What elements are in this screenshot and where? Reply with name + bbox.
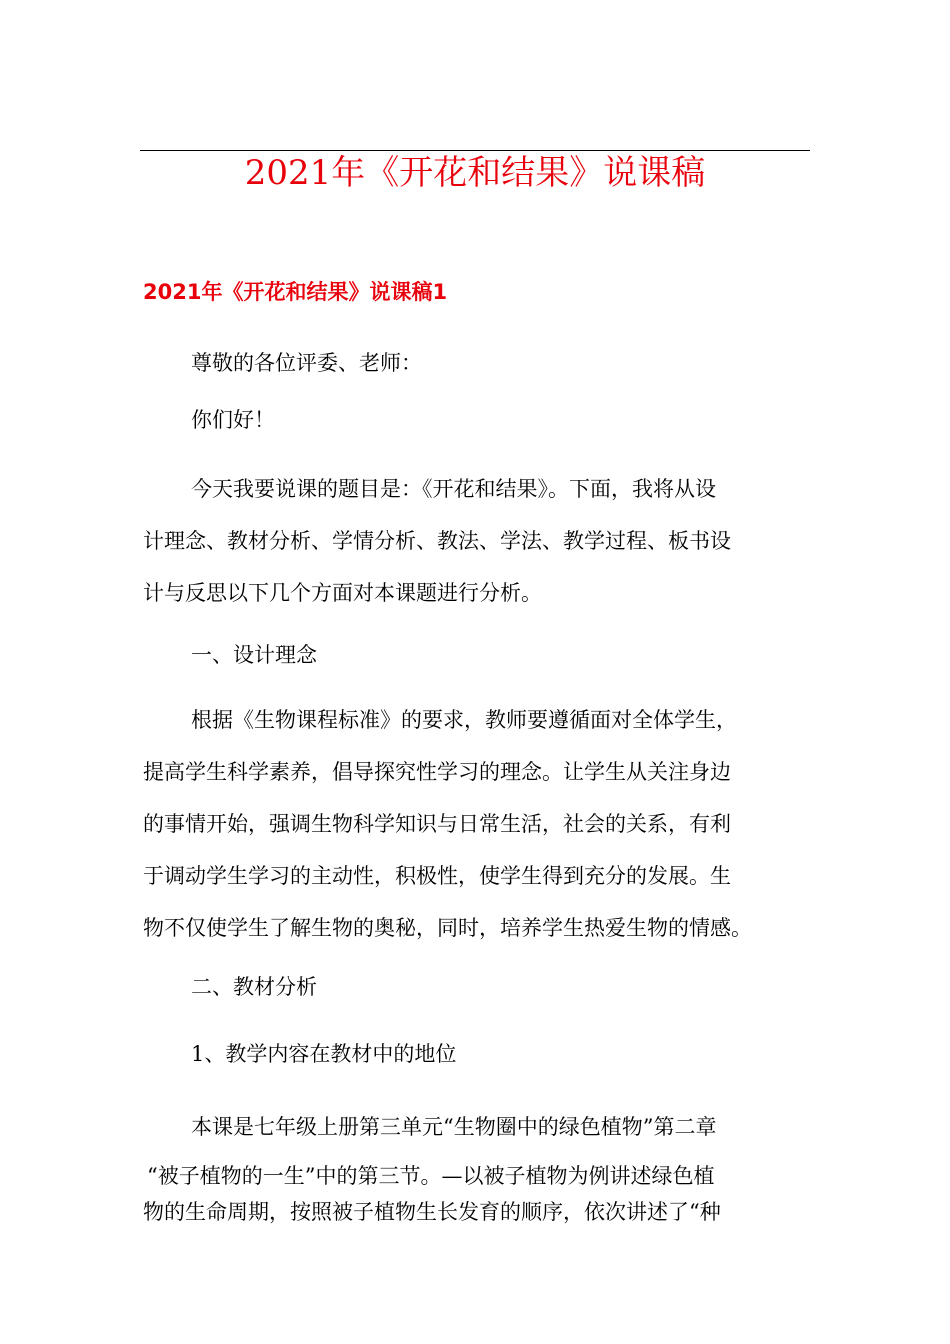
heading-material-analysis <box>143 961 813 1013</box>
intro-line: 今天我要说课的题目是：《开花和结果》。下面，我将从设 <box>191 477 716 501</box>
concept-paragraph <box>143 694 813 954</box>
intro-line: 计理念、教材分析、学情分析、教法、学法、教学过程、板书设 <box>143 529 731 553</box>
concept-line: 物不仅使学生了解生物的奥秘，同时，培养学生热爱生物的情感。 <box>143 916 752 940</box>
material-paragraph-continued <box>143 1158 813 1230</box>
material-line: 物的生命周期，按照被子植物生长发育的顺序，依次讲述了“种 <box>143 1200 721 1224</box>
concept-line: 于调动学生学习的主动性，积极性，使学生得到充分的发展。生 <box>143 864 731 888</box>
greeting-paragraph <box>143 337 813 389</box>
material-line: 本课是七年级上册第三单元“生物圈中的绿色植物”第二章 <box>191 1115 717 1139</box>
heading-design-concept <box>143 629 813 681</box>
heading-material-position <box>143 1028 813 1080</box>
concept-line: 的事情开始，强调生物科学知识与日常生活，社会的关系，有利 <box>143 812 731 836</box>
greeting-text: 尊敬的各位评委、老师： <box>191 351 422 375</box>
intro-paragraph <box>143 463 813 619</box>
material-line: “被子植物的一生”中的第三节。—以被子植物为例讲述绿色植 <box>147 1164 715 1188</box>
heading-material-analysis-text: 二、教材分析 <box>191 975 317 999</box>
hello-paragraph <box>143 394 813 446</box>
material-paragraph-first-line <box>143 1101 813 1153</box>
concept-line: 根据《生物课程标准》的要求，教师要遵循面对全体学生， <box>191 708 737 732</box>
heading-design-concept-text: 一、设计理念 <box>191 643 317 667</box>
hello-text: 你们好！ <box>191 408 275 432</box>
concept-line: 提高学生科学素养，倡导探究性学习的理念。让学生从关注身边 <box>143 760 731 784</box>
section-heading: 2021年《开花和结果》说课稿1 <box>143 280 448 304</box>
heading-material-position-text: 1、教学内容在教材中的地位 <box>191 1042 457 1066</box>
document-title: 2021年《开花和结果》说课稿 <box>244 153 706 193</box>
intro-line: 计与反思以下几个方面对本课题进行分析。 <box>143 581 542 605</box>
